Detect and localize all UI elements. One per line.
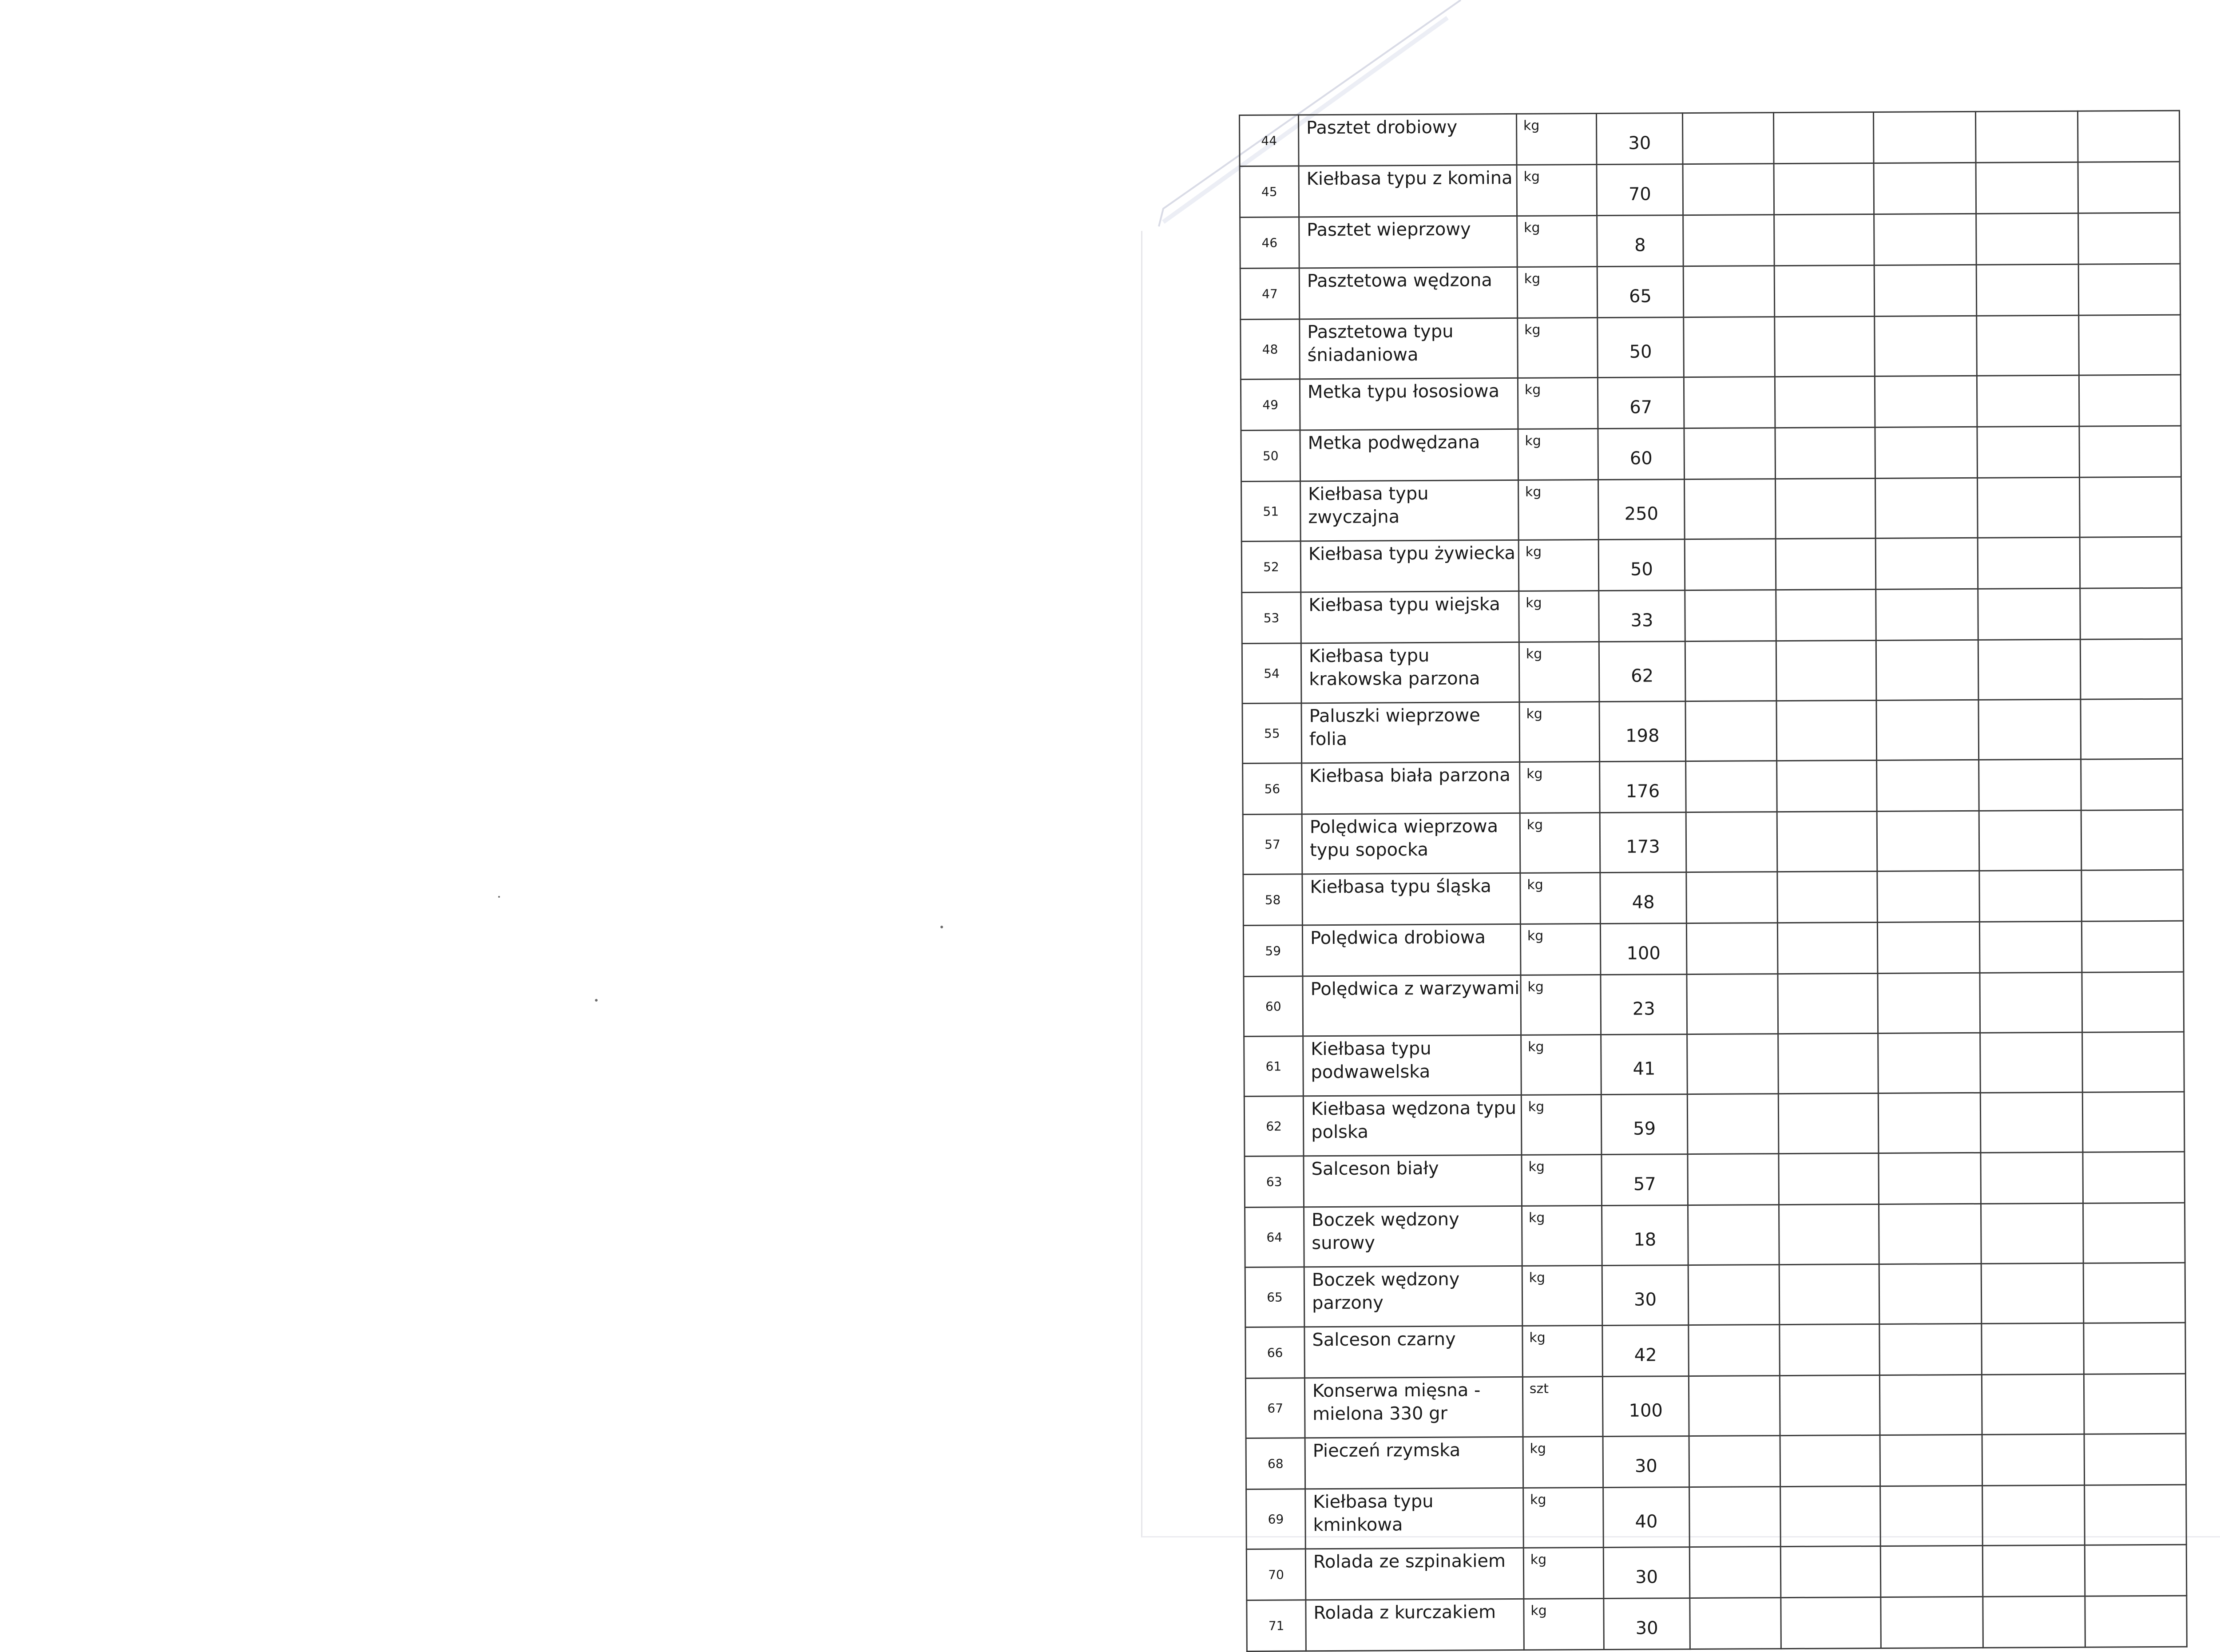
row-number: 48 [1241, 319, 1300, 380]
empty-cell [1689, 1325, 1780, 1376]
unit: kg [1517, 267, 1598, 318]
empty-cell [1875, 589, 1978, 640]
empty-cell [1981, 1203, 2083, 1264]
empty-cell [1778, 1033, 1878, 1093]
empty-cell [1877, 871, 1979, 922]
empty-cell [1879, 1323, 1982, 1375]
unit: kg [1521, 975, 1601, 1035]
row-number: 59 [1243, 925, 1302, 977]
empty-cell [1977, 477, 2080, 538]
empty-cell [2080, 537, 2182, 588]
quantity: 33 [1599, 590, 1685, 642]
row-number: 55 [1242, 703, 1302, 764]
table-row [1242, 588, 2182, 643]
empty-cell [1684, 428, 1775, 479]
quantity: 100 [1602, 1376, 1689, 1437]
table-row [1247, 1596, 2187, 1651]
empty-cell [1778, 1093, 1879, 1153]
empty-cell [1877, 811, 1979, 871]
empty-cell [1689, 1487, 1780, 1547]
product-name: Metka podwędzana [1300, 429, 1518, 481]
product-name: Salceson biały [1304, 1155, 1522, 1207]
empty-cell [2079, 375, 2181, 426]
row-number: 63 [1245, 1156, 1304, 1208]
product-name: Konserwa mięsna - mielona 330 gr [1304, 1377, 1523, 1438]
empty-cell [1775, 376, 1875, 428]
row-number: 56 [1243, 763, 1302, 815]
empty-cell [2081, 921, 2184, 972]
empty-cell [1982, 1485, 2085, 1545]
quantity: 198 [1599, 701, 1686, 762]
empty-cell [1687, 974, 1778, 1034]
empty-cell [1880, 1434, 1982, 1486]
empty-cell [2084, 1485, 2186, 1545]
product-name: Rolada ze szpinakiem [1305, 1548, 1523, 1600]
empty-cell [1975, 111, 2078, 162]
table-row [1240, 264, 2180, 319]
unit: kg [1520, 873, 1601, 924]
table-row [1245, 1263, 2185, 1327]
row-number: 49 [1241, 379, 1300, 431]
product-name: Pasztet drobiowy [1298, 114, 1516, 166]
empty-cell [1685, 479, 1776, 539]
empty-cell [1777, 922, 1878, 974]
empty-cell [1877, 922, 1980, 973]
empty-cell [1876, 640, 1978, 700]
empty-cell [1684, 317, 1775, 377]
row-number: 61 [1244, 1036, 1304, 1097]
quantity: 30 [1603, 1436, 1689, 1488]
empty-cell [1878, 1033, 1980, 1093]
unit: kg [1516, 114, 1597, 165]
row-number: 67 [1245, 1378, 1305, 1438]
product-name: Pasztet wieprzowy [1299, 216, 1517, 268]
empty-cell [1689, 1547, 1780, 1598]
table-row [1241, 375, 2181, 430]
quantity: 62 [1599, 642, 1685, 702]
row-number: 50 [1241, 430, 1300, 482]
row-number: 71 [1247, 1600, 1306, 1652]
row-number: 44 [1240, 115, 1299, 166]
empty-cell [1979, 870, 2082, 922]
row-number: 58 [1243, 874, 1302, 926]
empty-cell [1879, 1264, 1982, 1324]
empty-cell [1976, 315, 2079, 376]
empty-cell [2083, 1263, 2185, 1323]
table-row [1243, 810, 2183, 874]
empty-cell [2079, 426, 2181, 477]
empty-cell [1978, 588, 2080, 640]
empty-cell [1979, 921, 2082, 973]
empty-cell [1876, 700, 1979, 760]
table-row [1241, 315, 2181, 379]
empty-cell [1775, 479, 1875, 539]
empty-cell [1976, 264, 2079, 316]
row-number: 53 [1242, 592, 1301, 644]
empty-cell [1779, 1153, 1879, 1204]
empty-cell [1778, 973, 1878, 1034]
product-name: Pasztetowa wędzona [1299, 267, 1517, 319]
quantity: 250 [1598, 479, 1685, 540]
table-row [1245, 1323, 2186, 1378]
empty-cell [1686, 761, 1777, 812]
product-name: Pasztetowa typu śniadaniowa [1300, 318, 1518, 379]
unit: kg [1518, 378, 1598, 429]
empty-cell [1879, 1153, 1981, 1204]
empty-cell [1687, 923, 1778, 975]
empty-cell [1685, 590, 1776, 642]
empty-cell [2079, 315, 2181, 375]
row-number: 64 [1245, 1207, 1304, 1268]
product-name: Kiełbasa typu wiejska [1301, 591, 1519, 643]
row-number: 54 [1242, 643, 1301, 704]
empty-cell [1976, 213, 2078, 265]
quantity: 59 [1601, 1094, 1688, 1155]
row-number: 69 [1246, 1489, 1306, 1549]
unit: kg [1523, 1548, 1604, 1599]
empty-cell [2079, 477, 2181, 537]
quantity: 30 [1603, 1547, 1690, 1599]
empty-cell [1880, 1486, 1982, 1546]
product-name: Kiełbasa wędzona typu polska [1303, 1095, 1522, 1156]
table-row [1244, 1092, 2184, 1156]
empty-cell [1879, 1204, 1981, 1264]
table-row [1242, 639, 2182, 703]
empty-cell [1780, 1375, 1880, 1435]
empty-cell [1780, 1435, 1880, 1486]
empty-cell [1684, 377, 1775, 428]
empty-cell [1774, 214, 1874, 266]
empty-cell [2083, 1203, 2185, 1263]
unit: kg [1522, 1206, 1602, 1266]
table-row [1246, 1545, 2187, 1600]
empty-cell [1874, 162, 1976, 214]
unit: kg [1518, 540, 1599, 591]
empty-cell [2081, 870, 2184, 921]
empty-cell [1977, 375, 2079, 427]
empty-cell [1875, 427, 1978, 478]
product-name: Kiełbasa typu z komina [1299, 165, 1517, 217]
row-number: 51 [1241, 481, 1301, 542]
unit: kg [1517, 216, 1597, 267]
product-name: Rolada z kurczakiem [1306, 1599, 1524, 1651]
table-row [1240, 162, 2180, 217]
scan-speck [498, 896, 500, 898]
quantity: 173 [1600, 812, 1686, 873]
unit: kg [1522, 1155, 1602, 1206]
empty-cell [1880, 1545, 1983, 1597]
unit: kg [1519, 702, 1600, 762]
table-row [1246, 1485, 2187, 1549]
quantity: 176 [1599, 761, 1686, 813]
empty-cell [2082, 1032, 2184, 1092]
quantity: 60 [1598, 428, 1685, 480]
empty-cell [1978, 759, 2081, 811]
unit: kg [1524, 1599, 1604, 1650]
table-row [1241, 426, 2181, 481]
table-row [1244, 972, 2184, 1036]
unit: kg [1523, 1488, 1603, 1548]
empty-cell [1874, 265, 1977, 316]
empty-cell [1876, 760, 1979, 811]
empty-cell [1687, 1034, 1778, 1094]
scan-speck [595, 999, 598, 1002]
empty-cell [1874, 214, 1976, 265]
empty-cell [2082, 972, 2184, 1032]
empty-cell [1683, 266, 1774, 317]
unit: kg [1519, 642, 1599, 702]
empty-cell [1982, 1374, 2084, 1434]
empty-cell [1879, 1375, 1982, 1435]
empty-cell [1685, 701, 1776, 761]
row-number: 47 [1240, 268, 1299, 320]
product-name: Polędwica z warzywami [1303, 975, 1521, 1036]
row-number: 46 [1240, 217, 1299, 269]
quantity: 50 [1598, 317, 1684, 378]
empty-cell [2081, 699, 2183, 759]
empty-cell [1878, 973, 1980, 1033]
row-number: 60 [1244, 976, 1303, 1037]
empty-cell [1878, 1093, 1981, 1153]
product-name: Kiełbasa typu podwawelska [1303, 1035, 1522, 1096]
unit: kg [1521, 1035, 1601, 1095]
unit: kg [1518, 480, 1598, 540]
quantity: 8 [1597, 215, 1683, 267]
empty-cell [1775, 428, 1875, 479]
product-name: Salceson czarny [1304, 1326, 1522, 1378]
empty-cell [2084, 1374, 2186, 1434]
unit: kg [1523, 1437, 1603, 1488]
row-number: 65 [1245, 1267, 1304, 1327]
empty-cell [1776, 701, 1877, 761]
unit: kg [1518, 429, 1598, 480]
row-number: 68 [1246, 1438, 1305, 1490]
empty-cell [2077, 111, 2180, 162]
table-row [1240, 111, 2180, 166]
row-number: 57 [1243, 814, 1302, 875]
empty-cell [1980, 972, 2082, 1033]
product-name: Kiełbasa typu zwyczajna [1300, 480, 1518, 541]
unit: kg [1520, 813, 1600, 873]
quantity: 100 [1600, 923, 1687, 975]
quantity: 70 [1597, 164, 1683, 216]
empty-cell [2081, 759, 2183, 810]
empty-cell [1688, 1154, 1779, 1205]
table-row [1245, 1203, 2185, 1267]
quantity: 42 [1602, 1325, 1689, 1377]
empty-cell [1982, 1545, 2085, 1597]
product-name: Paluszki wieprzowe folia [1301, 702, 1520, 763]
empty-cell [1981, 1152, 2083, 1204]
quantity: 65 [1597, 266, 1684, 318]
table-row [1246, 1434, 2186, 1489]
empty-cell [1777, 811, 1877, 872]
unit: kg [1521, 1095, 1602, 1155]
empty-cell [1983, 1596, 2085, 1648]
empty-cell [2078, 213, 2180, 264]
empty-cell [1978, 639, 2081, 700]
empty-cell [1976, 162, 2078, 214]
unit: kg [1518, 318, 1598, 378]
product-name: Kiełbasa typu żywiecka [1300, 540, 1518, 592]
empty-cell [2080, 588, 2182, 639]
unit: kg [1519, 762, 1600, 813]
unit: kg [1522, 1266, 1602, 1326]
empty-cell [2078, 162, 2180, 213]
quantity: 23 [1601, 975, 1687, 1035]
empty-cell [1780, 1486, 1880, 1546]
empty-cell [1780, 1546, 1881, 1597]
empty-cell [1776, 760, 1877, 812]
empty-cell [1980, 1092, 2083, 1153]
empty-cell [1685, 641, 1776, 701]
empty-cell [1978, 699, 2081, 760]
row-number: 45 [1240, 166, 1299, 218]
empty-cell [1873, 111, 1976, 163]
empty-cell [1686, 812, 1777, 872]
empty-cell [1689, 1436, 1780, 1487]
empty-cell [1686, 872, 1777, 923]
quantity: 41 [1601, 1034, 1687, 1095]
table-row [1241, 537, 2182, 592]
empty-cell [2078, 264, 2180, 315]
empty-cell [1780, 1597, 1881, 1648]
table-row [1244, 1032, 2184, 1096]
quantity: 67 [1598, 377, 1684, 429]
empty-cell [1773, 112, 1874, 164]
unit: kg [1519, 591, 1599, 642]
empty-cell [2084, 1434, 2186, 1485]
unit: kg [1522, 1326, 1603, 1377]
empty-cell [1779, 1264, 1879, 1324]
quantity: 57 [1602, 1154, 1688, 1206]
empty-cell [1685, 539, 1776, 590]
empty-cell [2085, 1545, 2187, 1596]
empty-cell [1982, 1323, 2084, 1375]
product-name: Boczek wędzony parzony [1304, 1266, 1522, 1327]
table-row [1243, 759, 2183, 814]
table-row [1242, 699, 2183, 763]
empty-cell [2084, 1323, 2186, 1374]
row-number: 62 [1244, 1096, 1304, 1157]
quantity: 18 [1602, 1205, 1688, 1266]
product-name: Polędwica drobiowa [1302, 924, 1520, 976]
product-table [1239, 110, 2188, 1652]
empty-cell [1977, 426, 2080, 478]
quantity: 40 [1603, 1487, 1689, 1548]
empty-cell [1690, 1598, 1781, 1649]
empty-cell [1982, 1434, 2085, 1486]
empty-cell [2082, 1092, 2184, 1152]
product-name: Boczek wędzony surowy [1304, 1206, 1522, 1267]
empty-cell [1779, 1324, 1879, 1375]
empty-cell [2085, 1596, 2187, 1647]
unit: kg [1520, 924, 1601, 975]
table-row [1245, 1374, 2186, 1438]
empty-cell [1981, 1263, 2084, 1323]
quantity: 30 [1604, 1598, 1690, 1650]
empty-cell [1774, 265, 1875, 317]
row-number: 70 [1246, 1549, 1305, 1600]
empty-cell [2080, 639, 2182, 699]
empty-cell [2081, 810, 2183, 870]
product-name: Polędwica wieprzowa typu sopocka [1302, 813, 1520, 874]
quantity: 48 [1600, 872, 1687, 924]
empty-cell [1875, 478, 1978, 538]
empty-cell [2083, 1152, 2185, 1203]
table-row [1241, 477, 2182, 541]
product-name: Metka typu łososiowa [1300, 378, 1518, 430]
unit: szt [1522, 1377, 1603, 1437]
empty-cell [1776, 590, 1876, 641]
empty-cell [1777, 871, 1878, 923]
table-row [1243, 921, 2184, 976]
empty-cell [1776, 641, 1876, 701]
empty-cell [1978, 537, 2080, 589]
empty-cell [1980, 1032, 2082, 1093]
row-number: 52 [1241, 541, 1300, 593]
quantity: 30 [1596, 113, 1683, 165]
empty-cell [1774, 317, 1875, 377]
empty-cell [1688, 1205, 1779, 1265]
empty-cell [1687, 1094, 1778, 1154]
empty-cell [1683, 215, 1774, 266]
product-name: Pieczeń rzymska [1305, 1437, 1523, 1489]
table-row [1243, 870, 2184, 925]
empty-cell [1689, 1376, 1780, 1436]
quantity: 30 [1602, 1265, 1689, 1326]
product-name: Kiełbasa biała parzona [1302, 762, 1520, 814]
empty-cell [1875, 376, 1977, 427]
table-row [1240, 213, 2180, 268]
unit: kg [1517, 165, 1597, 216]
empty-cell [1683, 113, 1774, 164]
empty-cell [1683, 164, 1774, 215]
scan-speck [940, 926, 943, 928]
empty-cell [1880, 1597, 1983, 1648]
empty-cell [1776, 539, 1876, 590]
product-name: Kiełbasa typu śląska [1302, 873, 1520, 925]
empty-cell [1979, 810, 2081, 871]
row-number: 66 [1245, 1327, 1304, 1379]
empty-cell [1779, 1204, 1879, 1264]
product-name: Kiełbasa typu krakowska parzona [1301, 642, 1519, 703]
empty-cell [1774, 163, 1874, 215]
empty-cell [1688, 1265, 1779, 1325]
empty-cell [1875, 538, 1978, 589]
empty-cell [1874, 316, 1977, 376]
product-name: Kiełbasa typu kminkowa [1305, 1488, 1524, 1549]
table-row [1245, 1152, 2185, 1207]
quantity: 50 [1598, 539, 1685, 591]
